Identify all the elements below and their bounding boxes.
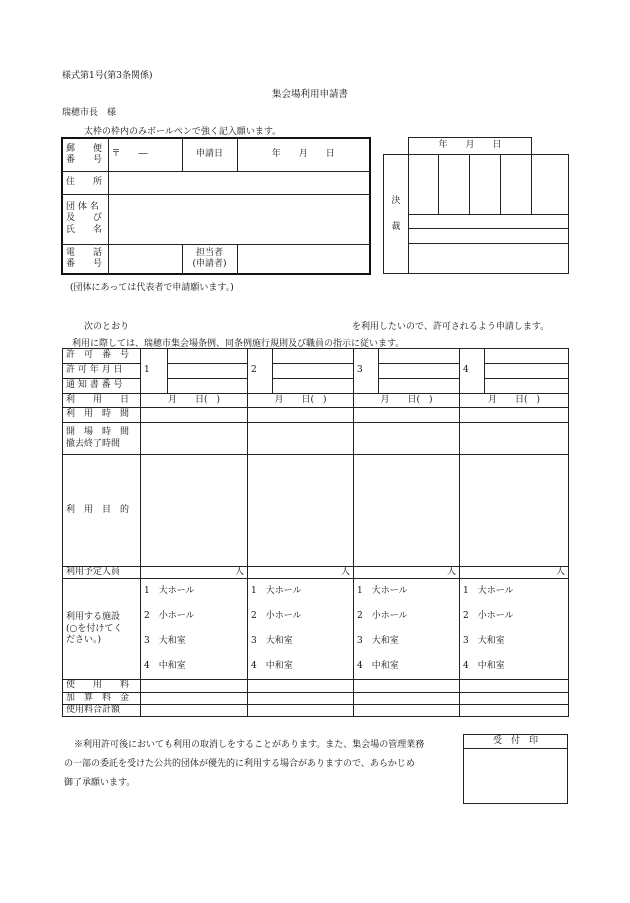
instruction: 太枠の枠内のみボールペンで強く記入願います。 [84, 127, 282, 137]
col-num: 2 [248, 349, 273, 394]
col-num: 4 [460, 349, 485, 394]
apply-date-label: 申請日 [182, 138, 237, 171]
receipt-stamp-box [463, 734, 568, 804]
col-num: 3 [354, 349, 379, 394]
col-num: 1 [141, 349, 168, 394]
addressee: 瑞穂市長 様 [62, 108, 117, 118]
use-date-cell[interactable]: 月 日( ) [141, 394, 248, 408]
use-date-cell[interactable]: 月 日( ) [248, 394, 354, 408]
page-title: 集会場利用申請書 [272, 89, 349, 100]
people-label: 利用予定人員 [63, 567, 141, 579]
postal-label: 郵 便 番 号 [62, 138, 108, 171]
open-close-label: 開 場 時 間 撤去終了時間 [63, 423, 141, 455]
facility-options[interactable]: 1 大ホール 2 小ホール 3 大和室 4 中和室 [141, 579, 248, 680]
receipt-label: 受 付 印 [464, 735, 568, 749]
purpose-field[interactable] [248, 455, 354, 567]
facility-options[interactable]: 1 大ホール 2 小ホール 3 大和室 4 中和室 [354, 579, 460, 680]
approval-label: 決 裁 [384, 155, 409, 274]
facility-options[interactable]: 1 大ホール 2 小ホール 3 大和室 4 中和室 [248, 579, 354, 680]
total-label: 使用料合計額 [63, 704, 141, 716]
approval-table [383, 137, 569, 274]
applicant-table [61, 137, 371, 275]
group-name-field[interactable] [108, 194, 370, 244]
use-time-label: 利 用 時 間 [63, 408, 141, 423]
phone-field[interactable] [108, 244, 182, 274]
address-field[interactable] [108, 171, 370, 194]
group-name-label: 団 体 名 及 び 氏 名 [62, 194, 108, 244]
group-note: (団体にあっては代表者で申請願います。) [70, 283, 234, 293]
purpose-field[interactable] [141, 455, 248, 567]
form-number: 様式第1号(第3条関係) [62, 71, 153, 81]
purpose-field[interactable] [354, 455, 460, 567]
footer-note-1: ※利用許可後においても利用の取消しをすることがあります。また、集会場の管理業務 [74, 740, 425, 750]
phone-label: 電 話 番 号 [62, 244, 108, 274]
receipt-stamp-area [464, 749, 568, 804]
use-date-label: 利 用 日 [63, 394, 141, 408]
main-usage-table [62, 348, 569, 717]
use-date-cell[interactable]: 月 日( ) [354, 394, 460, 408]
address-label: 住 所 [62, 171, 108, 194]
people-cell[interactable]: 人 [354, 567, 460, 579]
contact-label: 担当者 (申請者) [182, 244, 237, 274]
use-date-cell[interactable]: 月 日( ) [460, 394, 569, 408]
people-cell[interactable]: 人 [141, 567, 248, 579]
facility-options[interactable]: 1 大ホール 2 小ホール 3 大和室 4 中和室 [460, 579, 569, 680]
statement-left: 次のとおり [84, 322, 130, 332]
surcharge-label: 加 算 料 金 [63, 692, 141, 704]
contact-field[interactable] [237, 244, 370, 274]
purpose-label: 利 用 目 的 [63, 455, 141, 567]
footer-note-2: の一部の委託を受けた公共的団体が優先的に利用する場合がありますので、あらかじめ [64, 759, 415, 769]
postal-value[interactable]: 〒 ― [108, 138, 182, 171]
permit-date-label: 許 可 年 月 日 [63, 364, 141, 379]
approval-date: 年 月 日 [409, 138, 532, 155]
facility-label: 利用する施設 (○を付けてく ださい。) [63, 579, 141, 680]
fee-label: 使 用 料 [63, 680, 141, 692]
permit-number-label: 許 可 番 号 [63, 349, 141, 364]
people-cell[interactable]: 人 [460, 567, 569, 579]
statement-right: を利用したいので、許可されるよう申請します。 [352, 322, 550, 332]
notice-number-label: 通 知 書 番 号 [63, 379, 141, 394]
people-cell[interactable]: 人 [248, 567, 354, 579]
footer-note-3: 御了承願います。 [64, 778, 136, 788]
statement-rules: 利用に際しては、瑞穂市集会場条例、同条例施行規則及び職員の指示に従います。 [72, 339, 405, 349]
apply-date-value[interactable]: 年 月 日 [237, 138, 370, 171]
purpose-field[interactable] [460, 455, 569, 567]
